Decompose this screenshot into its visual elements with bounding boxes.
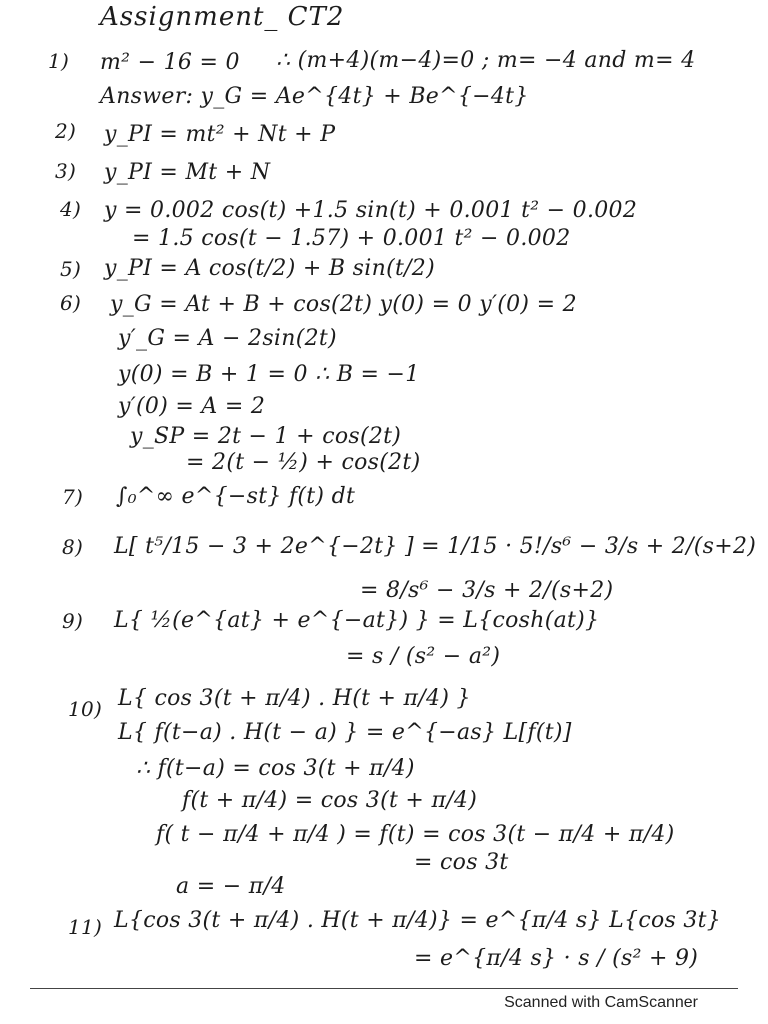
- q6-line-4: y′(0) = A = 2: [118, 394, 266, 419]
- question-8-number: 8): [62, 535, 84, 559]
- q10-line-6: = cos 3t: [414, 850, 509, 875]
- q5-answer: y_PI = A cos(t/2) + B sin(t/2): [104, 256, 435, 281]
- q10-line-2: L{ f(t−a) . H(t − a) } = e^{−as} L[f(t)]: [118, 720, 572, 745]
- q11-line-1: L{cos 3(t + π/4) . H(t + π/4)} = e^{π/4 s} L{cos 3t}: [114, 908, 722, 933]
- question-5-number: 5): [60, 257, 82, 281]
- q10-line-1: L{ cos 3(t + π/4) . H(t + π/4) }: [118, 686, 471, 711]
- question-3-number: 3): [55, 159, 77, 183]
- question-11-number: 11): [68, 915, 103, 939]
- q8-line-1: L[ t⁵/15 − 3 + 2e^{−2t} ] = 1/15 · 5!/s⁶ − 3/s + 2/(s+2): [114, 534, 757, 559]
- q10-line-5: f( t − π/4 + π/4 ) = f(t) = cos 3(t − π/4 + π/4): [156, 822, 675, 847]
- question-6-number: 6): [60, 291, 82, 315]
- question-9-number: 9): [62, 609, 84, 633]
- q6-line-5: y_SP = 2t − 1 + cos(2t): [130, 424, 402, 449]
- q4-line-2: = 1.5 cos(t − 1.57) + 0.001 t² − 0.002: [132, 226, 571, 251]
- question-4-number: 4): [60, 197, 82, 221]
- q9-line-2: = s / (s² − a²): [346, 644, 501, 669]
- question-7-number: 7): [62, 485, 84, 509]
- q2-answer: y_PI = mt² + Nt + P: [104, 122, 336, 147]
- question-2-number: 2): [55, 119, 77, 143]
- footer-divider: [30, 988, 738, 989]
- q6-line-3: y(0) = B + 1 = 0 ∴ B = −1: [118, 362, 420, 387]
- q8-line-2: = 8/s⁶ − 3/s + 2/(s+2): [360, 578, 614, 603]
- q1-answer: Answer: y_G = Ae^{4t} + Be^{−4t}: [100, 84, 529, 109]
- q10-line-4: f(t + π/4) = cos 3(t + π/4): [182, 788, 478, 813]
- q7-answer: ∫₀^∞ e^{−st} f(t) dt: [116, 484, 356, 509]
- question-1-number: 1): [48, 49, 70, 73]
- q6-line-6: = 2(t − ½) + cos(2t): [186, 450, 421, 475]
- q10-line-3: ∴ f(t−a) = cos 3(t + π/4): [136, 756, 415, 781]
- question-10-number: 10): [68, 697, 103, 721]
- scanner-watermark: Scanned with CamScanner: [504, 994, 698, 1011]
- q1-working: ∴ (m+4)(m−4)=0 ; m= −4 and m= 4: [276, 48, 696, 73]
- page-title: Assignment_ CT2: [100, 2, 345, 32]
- q6-line-2: y′_G = A − 2sin(2t): [118, 326, 337, 351]
- q3-answer: y_PI = Mt + N: [104, 160, 271, 185]
- q10-line-7: a = − π/4: [176, 874, 286, 899]
- q4-line-1: y = 0.002 cos(t) +1.5 sin(t) + 0.001 t² − 0.002: [104, 198, 638, 223]
- q1-equation: m² − 16 = 0: [100, 50, 240, 75]
- q11-line-2: = e^{π/4 s} · s / (s² + 9): [414, 946, 699, 971]
- q6-line-1: y_G = At + B + cos(2t) y(0) = 0 y′(0) = 2: [110, 292, 577, 317]
- q9-line-1: L{ ½(e^{at} + e^{−at}) } = L{cosh(at)}: [114, 608, 600, 633]
